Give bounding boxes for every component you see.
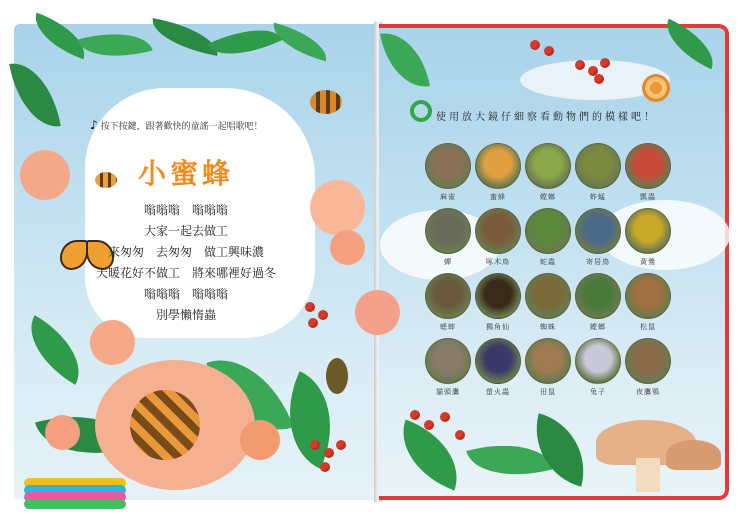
animal-label: 螳螂 — [590, 323, 606, 331]
animal-item[interactable] — [573, 273, 623, 332]
song-lyrics — [0, 200, 372, 326]
animal-item[interactable] — [423, 338, 473, 397]
animal-item[interactable] — [573, 208, 623, 267]
frog-magnifier-icon — [410, 100, 432, 122]
snail-icon — [642, 74, 670, 102]
animal-label: 蛇蟲 — [540, 258, 556, 266]
animal-photo — [475, 208, 521, 254]
animal-item[interactable] — [423, 208, 473, 267]
magnifier-instruction — [410, 104, 657, 126]
animal-item[interactable] — [423, 273, 473, 332]
animal-photo — [575, 208, 621, 254]
lyric-line: 嗡嗡嗡 嗡嗡嗡 — [143, 203, 228, 217]
animal-label: 螢火蟲 — [486, 388, 510, 396]
animal-label: 蚱蜢 — [590, 193, 606, 201]
animal-photo — [425, 273, 471, 319]
animal-label: 蟋蟀 — [440, 323, 456, 331]
animal-label: 兔子 — [590, 388, 606, 396]
sing-along-hint — [90, 118, 263, 132]
animal-label: 田鼠 — [540, 388, 556, 396]
animal-item[interactable] — [523, 338, 573, 397]
animal-item[interactable] — [523, 273, 573, 332]
animal-photo — [425, 143, 471, 189]
hint-text: 按下按鍵，跟著歡快的童謠一起唱歌吧！ — [100, 121, 263, 132]
animal-item[interactable] — [473, 273, 523, 332]
lyric-line: 嗡嗡嗡 嗡嗡嗡 — [143, 287, 228, 301]
animal-item[interactable] — [623, 273, 673, 332]
animal-label: 麻雀 — [440, 193, 456, 201]
animal-photo — [525, 143, 571, 189]
animal-photo — [625, 208, 671, 254]
lyric-line: 大家一起去做工 — [143, 224, 228, 238]
animal-photo — [425, 208, 471, 254]
instruction-text: 使用放大鏡仔細察看動物們的模樣吧！ — [436, 111, 657, 123]
animal-label: 蜜蜂 — [490, 193, 506, 201]
animal-label: 啄木鳥 — [486, 258, 510, 266]
animal-label: 獨角仙 — [486, 323, 510, 331]
animal-photo — [425, 338, 471, 384]
animal-label: 黃鶯 — [640, 258, 656, 266]
lyric-line: 別學懶惰蟲 — [155, 308, 216, 322]
animal-photo — [475, 273, 521, 319]
animal-label: 蟬 — [444, 258, 452, 266]
animal-item[interactable] — [573, 143, 623, 202]
animal-label: 夜鷹鴞 — [636, 388, 660, 396]
book-tabs — [24, 478, 129, 508]
flying-bee-icon — [310, 90, 342, 114]
bee-illustration — [130, 390, 200, 460]
animal-item[interactable] — [523, 143, 573, 202]
animal-photo — [525, 208, 571, 254]
animal-photo — [625, 143, 671, 189]
animal-item[interactable] — [523, 208, 573, 267]
animal-photo — [475, 143, 521, 189]
animal-item[interactable] — [473, 208, 523, 267]
music-note-icon: ♪ — [90, 118, 98, 132]
lyric-line: 天暖花好不做工 將來哪裡好過冬 — [95, 266, 276, 280]
animal-label: 松鼠 — [640, 323, 656, 331]
animal-grid — [423, 143, 673, 397]
animal-item[interactable] — [473, 143, 523, 202]
animal-photo — [525, 338, 571, 384]
animal-label: 螳螂 — [540, 193, 556, 201]
animal-label: 寄居鳥 — [586, 258, 610, 266]
animal-photo — [575, 338, 621, 384]
animal-item[interactable] — [423, 143, 473, 202]
song-title: 小蜜蜂 — [137, 157, 234, 190]
animal-item[interactable] — [623, 338, 673, 397]
mushroom-illustration — [596, 420, 721, 490]
animal-item[interactable] — [573, 338, 623, 397]
animal-item[interactable] — [623, 208, 673, 267]
animal-photo — [525, 273, 571, 319]
animal-item[interactable] — [623, 143, 673, 202]
animal-photo — [575, 143, 621, 189]
animal-photo — [625, 273, 671, 319]
animal-label: 貓頭鷹 — [436, 388, 460, 396]
animal-photo — [625, 338, 671, 384]
animal-label: 蜘蛛 — [540, 323, 556, 331]
animal-item[interactable] — [473, 338, 523, 397]
animal-label: 瓢蟲 — [640, 193, 656, 201]
animal-photo — [475, 338, 521, 384]
lyric-line: 來匆匆 去匆匆 做工興味濃 — [107, 245, 264, 259]
animal-photo — [575, 273, 621, 319]
beetle-icon — [326, 358, 348, 394]
